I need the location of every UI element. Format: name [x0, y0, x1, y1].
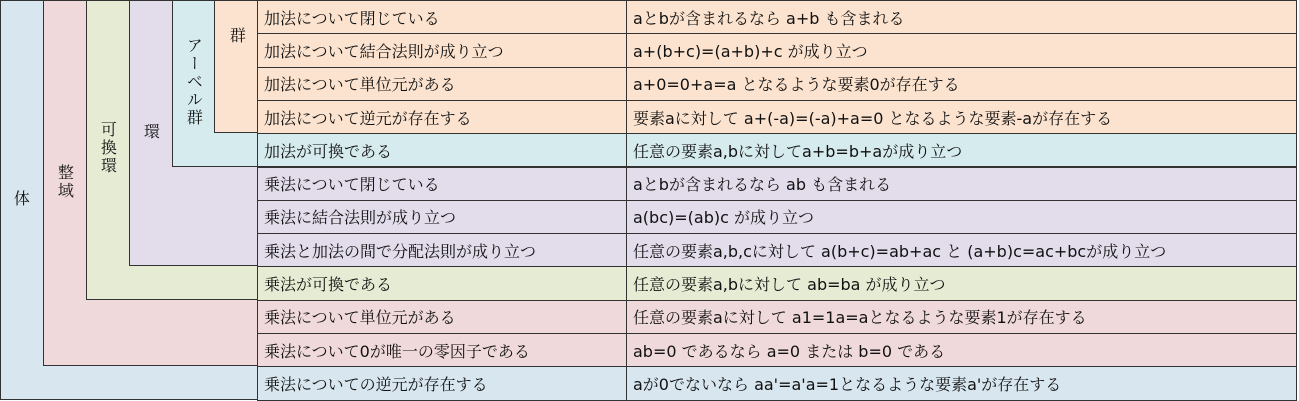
axiom-description-cell: 任意の要素a,bに対してa+b=b+aが成り立つ [626, 133, 1297, 167]
structure-label-ring: 環 [141, 123, 161, 141]
axiom-description-cell: 任意の要素a,b,cに対して a(b+c)=ab+ac と (a+b)c=ac+bcが成り立つ [626, 233, 1297, 267]
axiom-name-cell: 乗法について閉じている [257, 167, 627, 201]
axiom-name-cell: 加法について逆元が存在する [257, 100, 627, 134]
axiom-name-cell: 乗法についての逆元が存在する [257, 366, 627, 400]
axiom-description-cell: 任意の要素a,bに対して ab=ba が成り立つ [626, 266, 1297, 300]
axiom-name-cell: 乗法が可換である [257, 266, 627, 300]
axiom-name-cell: 加法について結合法則が成り立つ [257, 33, 627, 67]
axiom-name-cell: 乗法について単位元がある [257, 300, 627, 334]
axiom-description-cell: a+(b+c)=(a+b)+c が成り立つ [626, 33, 1297, 67]
axiom-description-cell: 要素aに対して a+(-a)=(-a)+a=0 となるような要素-aが存在する [626, 100, 1297, 134]
axiom-description-cell: a+0=0+a=a となるような要素0が存在する [626, 67, 1297, 101]
axiom-description-cell: 任意の要素aに対して a1=1a=aとなるような要素1が存在する [626, 300, 1297, 334]
structure-label-integral-domain: 整域 [55, 164, 75, 200]
axiom-name-cell: 加法が可換である [257, 133, 627, 167]
structure-label-field: 体 [11, 190, 31, 208]
structure-label-group: 群 [227, 27, 247, 45]
structure-label-commutative-ring: 可換環 [98, 121, 118, 175]
axiom-description-cell: ab=0 であるなら a=0 または b=0 である [626, 333, 1297, 367]
axiom-name-cell: 乗法に結合法則が成り立つ [257, 200, 627, 234]
axiom-description-cell: aとbが含まれるなら ab も含まれる [626, 167, 1297, 201]
axiom-name-cell: 加法について単位元がある [257, 67, 627, 101]
structure-label-abelian-group: アーベル群 [184, 37, 204, 127]
axiom-description-cell: aとbが含まれるなら a+b も含まれる [626, 0, 1297, 34]
axiom-description-cell: a(bc)=(ab)c が成り立つ [626, 200, 1297, 234]
axiom-name-cell: 乗法と加法の間で分配法則が成り立つ [257, 233, 627, 267]
axiom-name-cell: 乗法について0が唯一の零因子である [257, 333, 627, 367]
axiom-name-cell: 加法について閉じている [257, 0, 627, 34]
axiom-description-cell: aが0でないなら aa'=a'a=1となるような要素a'が存在する [626, 366, 1297, 400]
